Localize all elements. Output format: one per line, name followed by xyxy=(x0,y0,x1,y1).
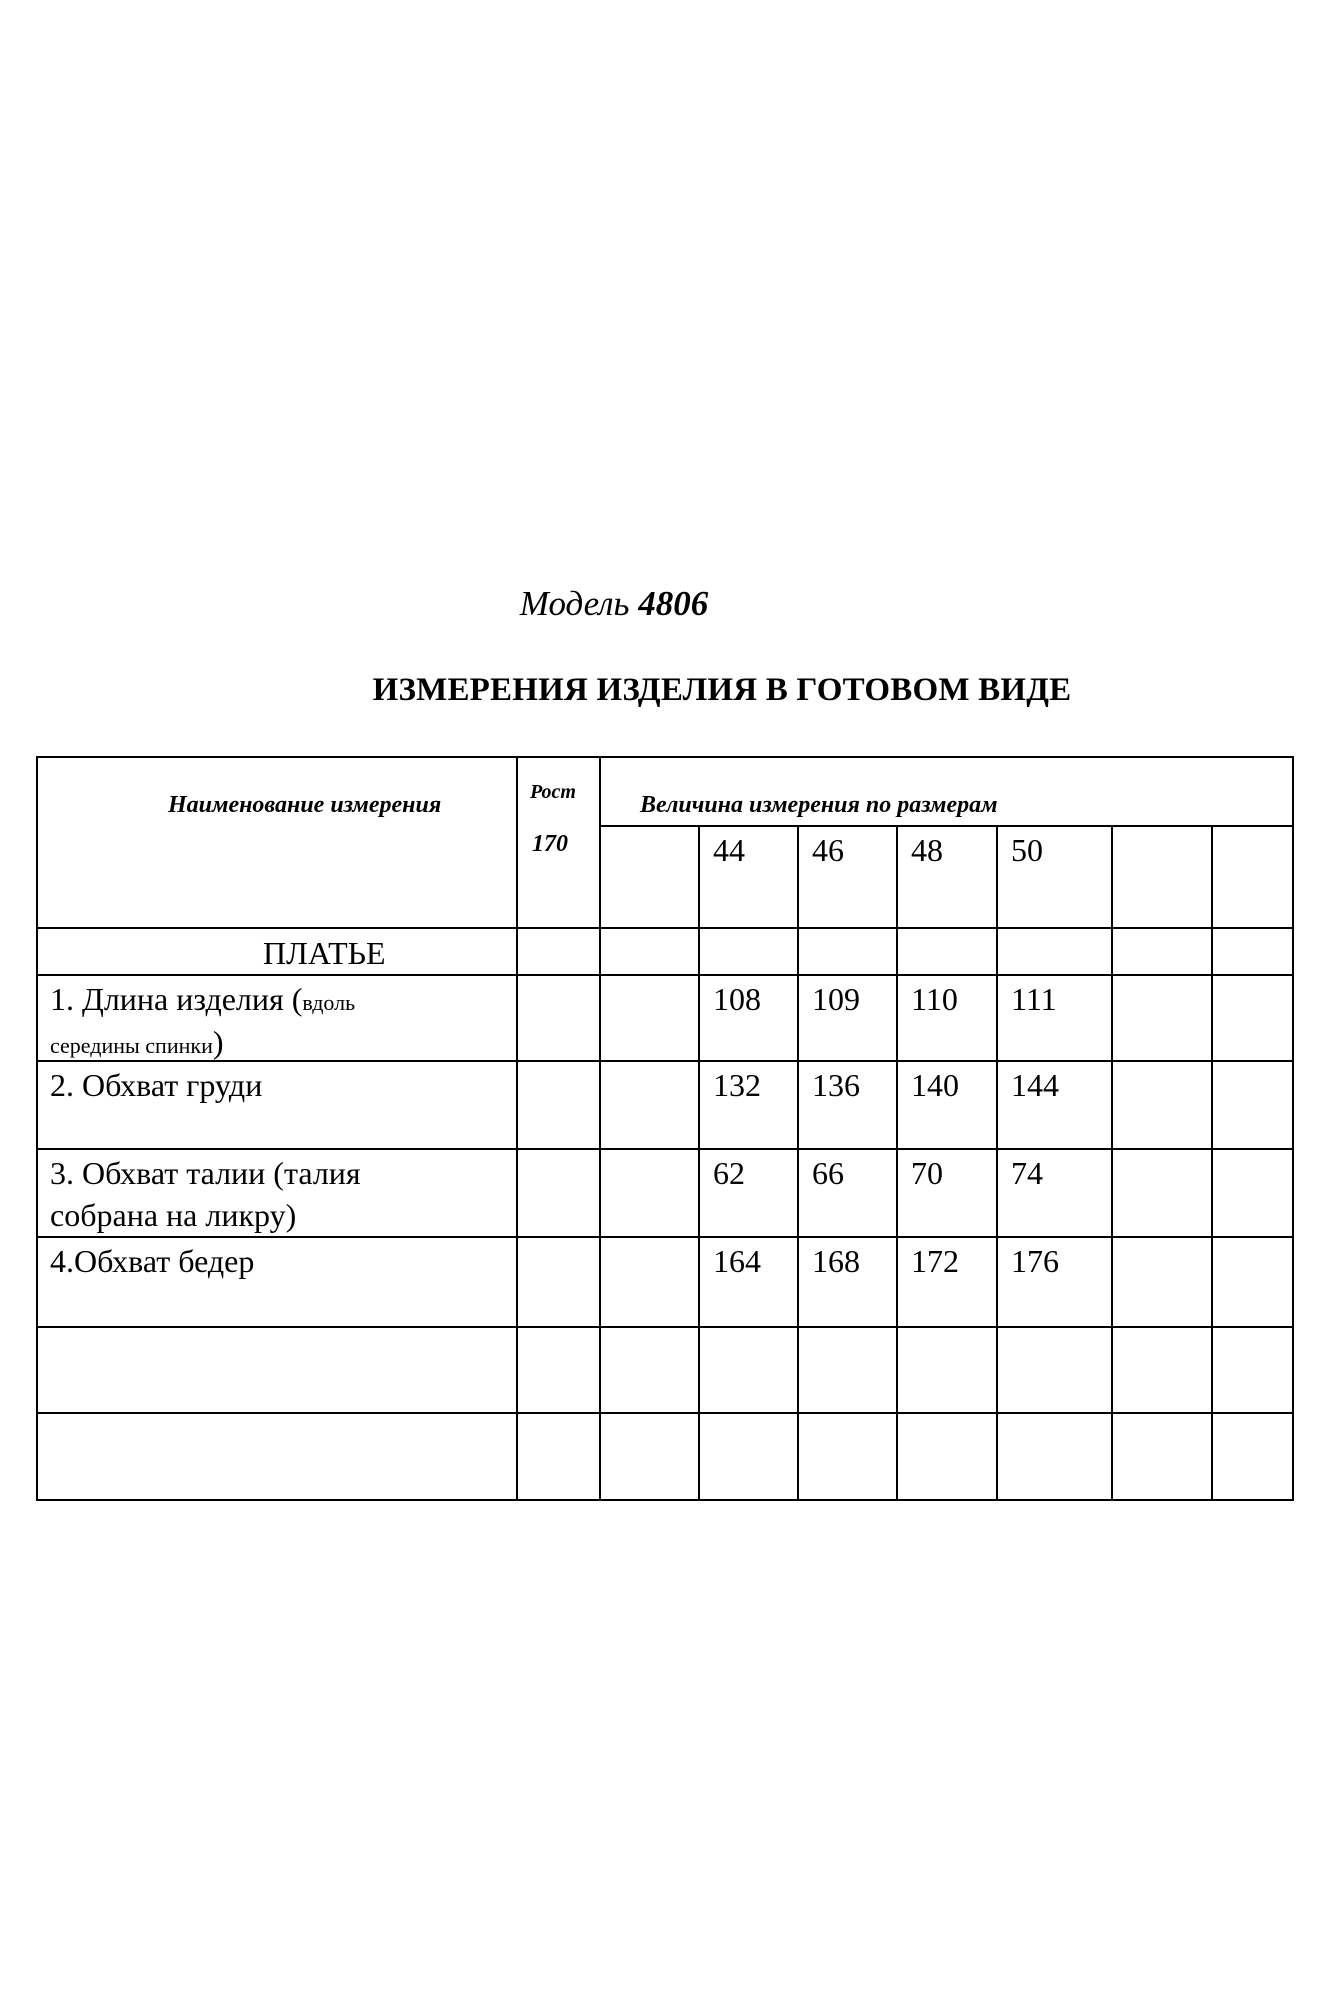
row-name-main: 1. Длина изделия ( xyxy=(50,981,303,1017)
row-name: 3. Обхват талии (талия xyxy=(50,1155,361,1191)
row-name: 4.Обхват бедер xyxy=(50,1243,255,1279)
size-header: 46 xyxy=(812,832,844,868)
column-header-sizes: Величина измерения по размерам xyxy=(640,792,998,818)
table-cell: 62 xyxy=(713,1155,745,1191)
row-name-line2-end: ) xyxy=(212,1024,224,1060)
row-name-line2-small: середины спинки xyxy=(50,1033,213,1058)
size-header: 48 xyxy=(911,832,943,868)
model-number: 4806 xyxy=(638,584,709,623)
table-cell: 132 xyxy=(713,1067,761,1103)
table-cell: 168 xyxy=(812,1243,860,1279)
model-label: Модель xyxy=(519,584,630,623)
table-cell: 164 xyxy=(713,1243,761,1279)
row-name: 2. Обхват груди xyxy=(50,1067,263,1103)
size-header: 44 xyxy=(713,832,745,868)
table-cell: 110 xyxy=(911,981,958,1017)
table-cell: 66 xyxy=(812,1155,844,1191)
height-label: Рост xyxy=(530,781,576,803)
table-cell: 136 xyxy=(812,1067,860,1103)
table-cell: 144 xyxy=(1011,1067,1059,1103)
row-name-small: вдоль xyxy=(302,990,356,1015)
table-cell: 172 xyxy=(911,1243,959,1279)
table-cell: 74 xyxy=(1011,1155,1043,1191)
section-title: ПЛАТЬЕ xyxy=(263,935,386,971)
document-title: ИЗМЕРЕНИЯ ИЗДЕЛИЯ В ГОТОВОМ ВИДЕ xyxy=(372,672,1072,708)
row-name-line2 xyxy=(50,1026,224,1058)
row-name-line2: собрана на ликру) xyxy=(50,1197,297,1233)
table-cell: 70 xyxy=(911,1155,943,1191)
column-header-measurement-name: Наименование измерения xyxy=(168,792,442,818)
size-header: 50 xyxy=(1011,832,1043,868)
table-cell: 109 xyxy=(812,981,860,1017)
table-cell: 108 xyxy=(713,981,761,1017)
height-value: 170 xyxy=(532,831,568,857)
table-cell: 140 xyxy=(911,1067,959,1103)
row-name xyxy=(50,983,355,1015)
table-cell: 111 xyxy=(1011,981,1057,1017)
table-cell: 176 xyxy=(1011,1243,1059,1279)
